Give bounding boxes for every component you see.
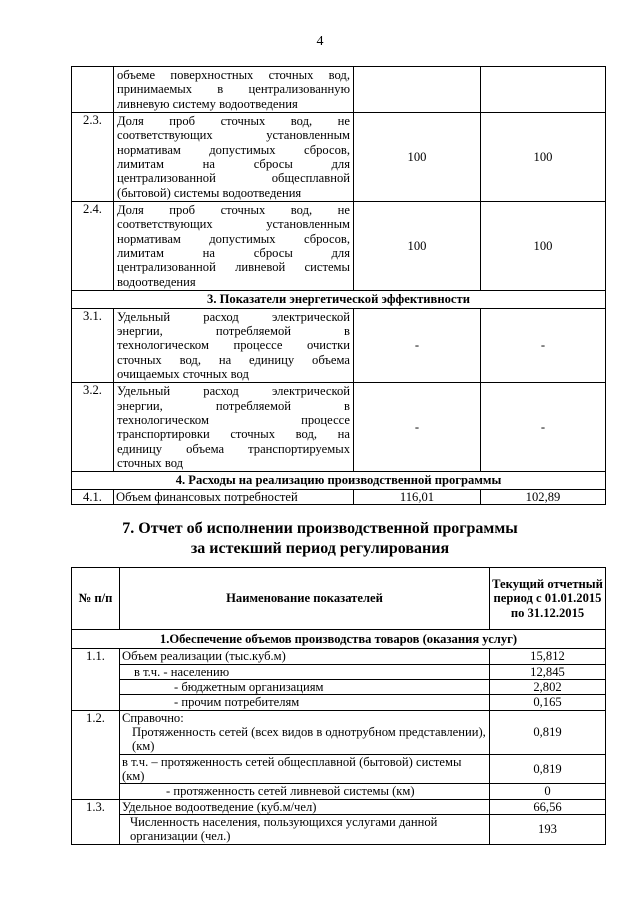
row-name: Удельный расход электрической энергии, потребляемой в технологическом процессе транспортировки сточных вод, на единицу объема транспортируемых сточных вод <box>114 383 354 472</box>
row-value: 0,819 <box>490 710 606 754</box>
row-value: 2,802 <box>490 680 606 695</box>
value-actual: 100 <box>481 113 606 202</box>
table-row <box>72 680 606 695</box>
table-row <box>72 649 606 664</box>
row-number: 4.1. <box>72 489 114 504</box>
value-actual: 100 <box>481 202 606 291</box>
value-planned: - <box>354 308 481 383</box>
table-row <box>72 308 606 383</box>
row-value: 12,845 <box>490 664 606 679</box>
indicators-table <box>71 66 606 505</box>
row-number: 1.1. <box>72 649 120 710</box>
row-value: 0 <box>490 784 606 799</box>
header-num: № п/п <box>72 568 120 630</box>
table-row <box>72 799 606 814</box>
row-value: 193 <box>490 815 606 845</box>
section-row <box>72 291 606 308</box>
table-row <box>72 695 606 710</box>
row-number: 1.3. <box>72 799 120 844</box>
report-heading-line1: 7. Отчет об исполнении производственной программы <box>122 520 518 537</box>
section-row <box>72 630 606 649</box>
row-number: 2.4. <box>72 202 114 291</box>
page-number: 4 <box>316 34 324 49</box>
row-text: Протяженность сетей (всех видов в однотрубном представлении), (км) <box>132 725 486 754</box>
report-heading-line2: за истекший период регулирования <box>190 540 450 557</box>
row-name: Доля проб сточных вод, не соответствующих установленным нормативам допустимых сбросов, лимитам на сбросы для централизованной ливневой системы водоотведения <box>114 202 354 291</box>
report-heading <box>0 519 640 559</box>
table-row <box>72 383 606 472</box>
row-number <box>72 67 114 113</box>
row-name: Объем реализации (тыс.куб.м) <box>120 649 490 664</box>
row-name: - прочим потребителям <box>120 695 490 710</box>
row-name: объеме поверхностных сточных вод, принимаемых в централизованную ливневую систему водоотведения <box>114 67 354 113</box>
value-actual: - <box>481 308 606 383</box>
row-name <box>120 710 490 754</box>
row-number: 2.3. <box>72 113 114 202</box>
row-name: - протяженность сетей ливневой системы (км) <box>120 784 490 799</box>
section-title: 1.Обеспечение объемов производства товаров (оказания услуг) <box>72 630 606 649</box>
row-value: 66,56 <box>490 799 606 814</box>
value-actual: - <box>481 383 606 472</box>
row-name: Объем финансовых потребностей <box>114 489 354 504</box>
report-table <box>71 567 606 845</box>
table-row <box>72 815 606 845</box>
row-name: в т.ч. - населению <box>120 664 490 679</box>
row-name: Удельный расход электрической энергии, потребляемой в технологическом процессе очистки сточных вод, на единицу объема очищаемых сточных вод <box>114 308 354 383</box>
table-row <box>72 489 606 504</box>
value-planned: 100 <box>354 113 481 202</box>
table-row <box>72 784 606 799</box>
row-name: в т.ч. – протяженность сетей общесплавной (бытовой) системы (км) <box>120 754 490 784</box>
row-number: 3.2. <box>72 383 114 472</box>
row-value: 0,819 <box>490 754 606 784</box>
table-row <box>72 664 606 679</box>
value-planned: - <box>354 383 481 472</box>
table-row <box>72 67 606 113</box>
section-title: 3. Показатели энергетической эффективности <box>72 291 606 308</box>
header-name: Наименование показателей <box>120 568 490 630</box>
row-name: Доля проб сточных вод, не соответствующих установленным нормативам допустимых сбросов, лимитам на сбросы для централизованной общесплавной (бытовой) системы водоотведения <box>114 113 354 202</box>
value-actual <box>481 67 606 113</box>
section-row <box>72 472 606 489</box>
table-row <box>72 754 606 784</box>
row-number: 3.1. <box>72 308 114 383</box>
row-number: 1.2. <box>72 710 120 799</box>
row-name: Удельное водоотведение (куб.м/чел) <box>120 799 490 814</box>
header-row <box>72 568 606 630</box>
value-planned <box>354 67 481 113</box>
row-label: Справочно: <box>122 710 184 725</box>
row-name: Численность населения, пользующихся услугами данной организации (чел.) <box>120 815 490 845</box>
table-row <box>72 113 606 202</box>
section-title: 4. Расходы на реализацию производственной программы <box>72 472 606 489</box>
value-actual: 102,89 <box>481 489 606 504</box>
row-name: - бюджетным организациям <box>120 680 490 695</box>
value-planned: 116,01 <box>354 489 481 504</box>
header-period: Текущий отчетный период с 01.01.2015 по 31.12.2015 <box>490 568 606 630</box>
row-value: 15,812 <box>490 649 606 664</box>
row-value: 0,165 <box>490 695 606 710</box>
table-row <box>72 202 606 291</box>
table-row <box>72 710 606 754</box>
value-planned: 100 <box>354 202 481 291</box>
